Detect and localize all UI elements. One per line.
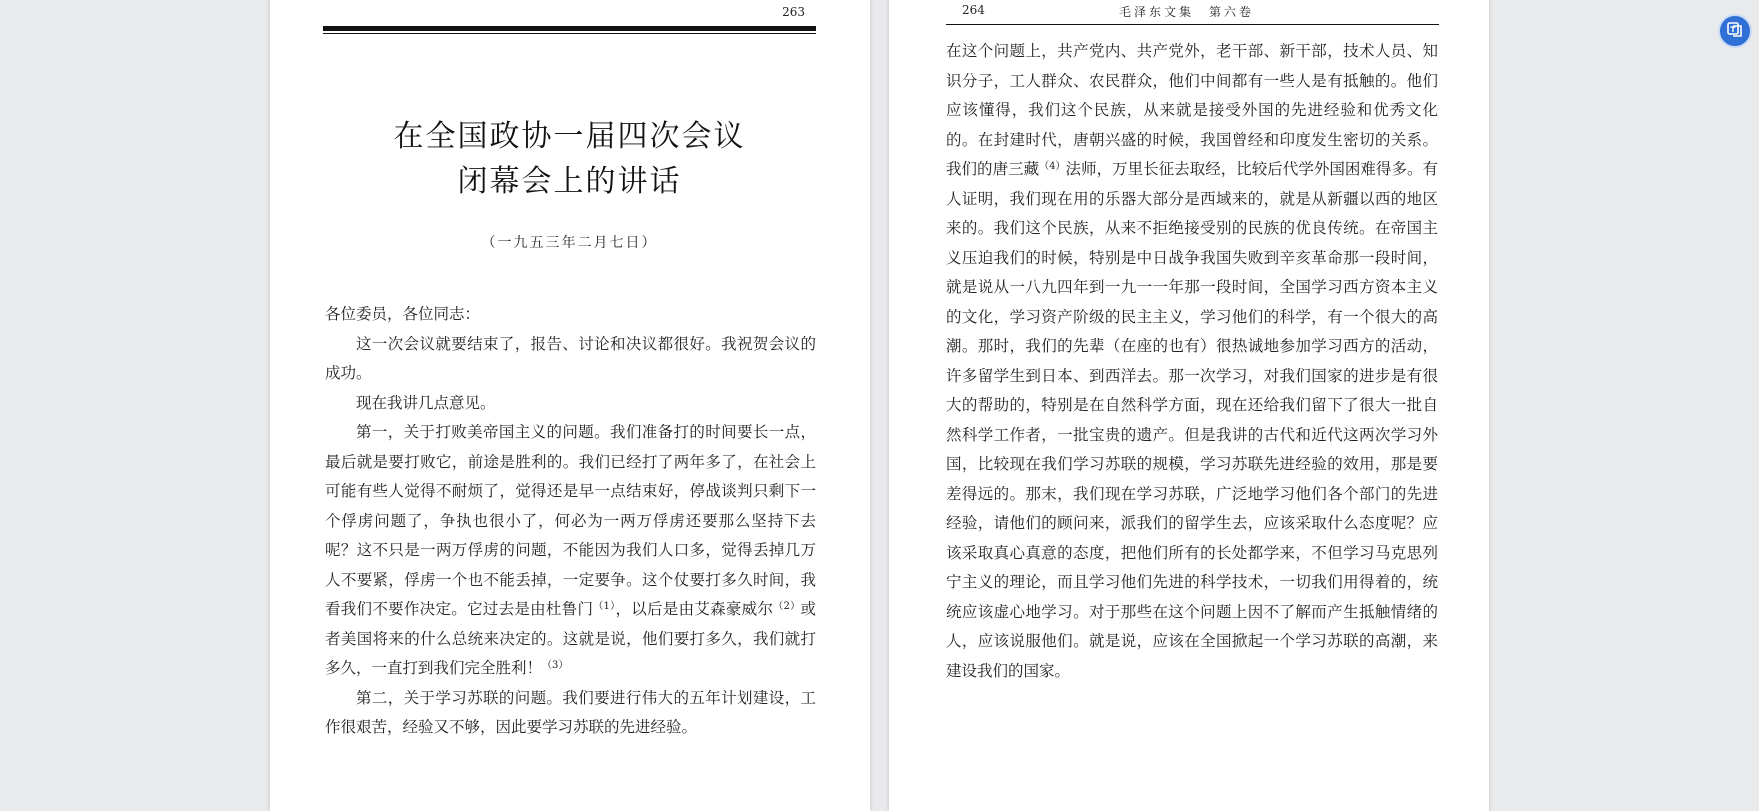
header-rule-thin [323, 33, 816, 34]
paragraph [325, 418, 816, 684]
translate-icon [1726, 20, 1744, 42]
right-body-text [946, 37, 1438, 686]
paragraph-text: ，以后是由艾森豪威尔 [615, 600, 774, 618]
footnote-marker[interactable]: （2） [773, 601, 801, 612]
title-line-2: 闭幕会上的讲话 [457, 164, 682, 199]
salutation: 各位委员，各位同志： [325, 305, 481, 323]
header-rule-thick [323, 26, 816, 31]
footnote-marker[interactable]: （1） [593, 601, 616, 612]
paragraph-text: 第一，关于打败美帝国主义的问题。我们准备打的时间要长一点，最后就是要打败它，前途是胜利的。我们已经打了两年多了，在社会上可能有些人觉得不耐烦了，觉得还是早一点结束好，停战谈判只剩下一个俘虏问题了，争执也很小了，何必为一两万俘虏还要那么坚持下去呢？这不只是一两万俘虏的问题，不能因为我们人口多，觉得丢掉几万人不要紧，俘虏一个也不能丢掉，一定要争。这个仗要打多久时间，我看我们不要作决定。它过去是由杜鲁门 [325, 423, 816, 618]
footnote-marker[interactable]: （3） [542, 660, 569, 671]
page-264 [889, 0, 1489, 811]
paragraph: 第二，关于学习苏联的问题。我们要进行伟大的五年计划建设，工作很艰苦，经验又不够，因此要学习苏联的先进经验。 [325, 688, 816, 736]
paragraph-text: 在这个问题上，共产党内、共产党外，老干部、新干部，技术人员、知识分子，工人群众、农民群众，他们中间都有一些人是有抵触的。他们应该懂得，我们这个民族，从来就是接受外国的先进经验和优秀文化的。在封建时代，唐朝兴盛的时候，我国曾经和印度发生密切的关系。我们的唐三藏 [946, 42, 1438, 178]
paragraph-text: 法师，万里长征去取经，比较后代学外国困难得多。有人证明，我们现在用的乐器大部分是西域来的，就是从新疆以西的地区来的。我们这个民族，从来不拒绝接受别的民族的优良传统。在帝国主义压迫我们的时候，特别是中日战争我国失败到辛亥革命那一段时间，就是说从一八九四年到一九一一年那一段时间，全国学习西方资本主义的文化，学习资产阶级的民主主义，学习他们的科学，有一个很大的高潮。那时，我们的先辈（在座的也有）很热诚地参加学习西方的活动，许多留学生到日本、到西洋去。那一次学习，对我们国家的进步是有很大的帮助的，特别是在自然科学方面，现在还给我们留下了很大一批自然科学工作者，一批宝贵的遗产。但是我讲的古代和近代这两次学习外国，比较现在我们学习苏联的规模，学习苏联先进经验的效用，那是要差得远的。那末，我们现在学习苏联，广泛地学习他们各个部门的先进经验，请他们的顾问来，派我们的留学生去，应该采取什么态度呢？应该采取真心真意的态度，把他们所有的长处都学来，不但学习马克思列宁主义的理论，而且学习他们先进的科学技术，一切我们用得着的，统统应该虚心地学习。对于那些在这个问题上因不了解而产生抵触情绪的人，应该说服他们。就是说，应该在全国掀起一个学习苏联的高潮，来建设我们的国家。 [946, 160, 1438, 680]
paragraph: 这一次会议就要结束了，报告、讨论和决议都很好。我祝贺会议的成功。 [325, 334, 816, 382]
page-number: 263 [782, 5, 805, 19]
page-263 [270, 0, 870, 811]
paragraph [946, 37, 1438, 686]
footnote-marker[interactable]: （4） [1039, 161, 1066, 172]
page-number: 264 [962, 3, 985, 17]
running-head: 毛泽东文集 第六卷 [1119, 5, 1255, 19]
header-rule [946, 24, 1439, 25]
left-body-text [325, 300, 816, 743]
paragraph: 现在我讲几点意见。 [356, 393, 496, 412]
translate-button[interactable] [1718, 14, 1752, 48]
article-date: （一九五三年二月七日） [481, 235, 658, 251]
article-title [323, 114, 816, 204]
paragraph-text: 或者美国将来的什么总统来决定的。这就是说，他们要打多久，我们就打多久，一直打到我们完全胜利！ [325, 600, 816, 677]
title-line-1: 在全国政协一届四次会议 [393, 119, 746, 154]
